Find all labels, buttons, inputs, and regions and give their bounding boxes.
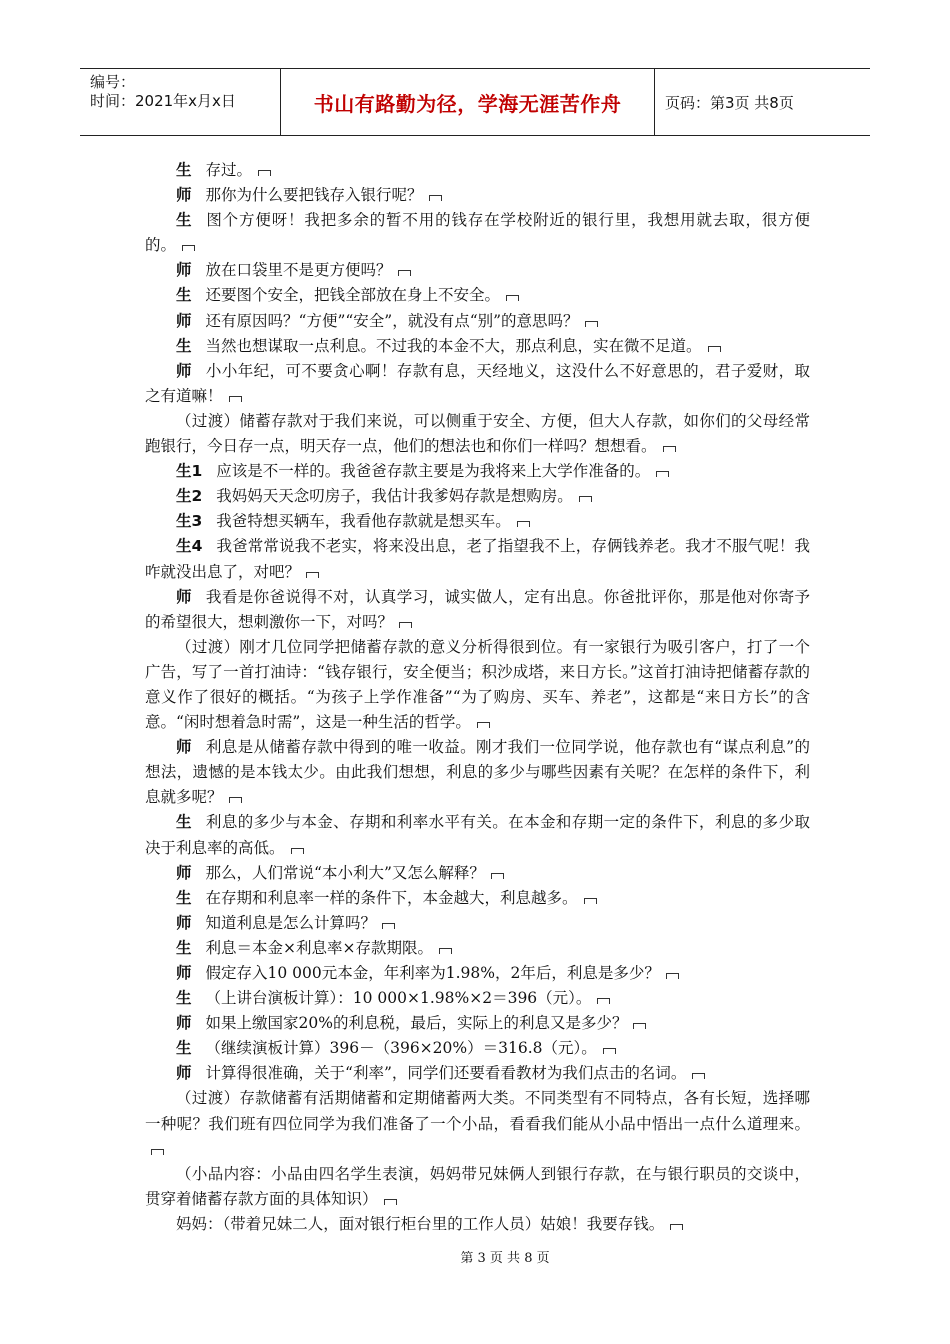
paragraph-mark-icon — [258, 170, 271, 176]
speaker-label: 生2 — [176, 487, 203, 506]
paragraph — [145, 986, 810, 1011]
speaker-label: 师 — [176, 738, 192, 757]
speaker-label: 师 — [176, 361, 192, 380]
paragraph-text: （过渡）刚才几位同学把储蓄存款的意义分析得很到位。有一家银行为吸引客户，打了一个广告，写了一首打油诗：“钱存银行，安全便当；积沙成塔，来日方长。”这首打油诗把储蓄存款的意义作了很好的概括。“为孩子上学作准备”“为了购房、买车、养老”，这都是“来日方长”的含意。“闲时想着急时需”，这是一种生活的哲学。 — [145, 637, 810, 732]
paragraph — [145, 735, 810, 810]
paragraph-text: 利息是从储蓄存款中得到的唯一收益。刚才我们一位同学说，他存款也有“谋点利息”的想法，遗憾的是本钱太少。由此我们想想，利息的多少与哪些因素有关呢？在怎样的条件下，利息就多呢？ — [145, 738, 810, 807]
paragraph — [145, 359, 810, 409]
speaker-label: 师 — [176, 1014, 192, 1033]
paragraph — [145, 585, 810, 635]
header-meta — [80, 69, 280, 135]
paragraph-text: 还要图个安全，把钱全部放在身上不安全。 — [205, 286, 501, 305]
speaker-label: 生3 — [176, 512, 203, 531]
speaker-label: 生 — [176, 286, 192, 305]
paragraph — [145, 208, 810, 258]
paragraph — [145, 258, 810, 283]
paragraph-mark-icon — [603, 1048, 616, 1054]
paragraph — [145, 183, 810, 208]
paragraph — [145, 1061, 810, 1086]
paragraph-text: 利息的多少与本金、存期和利率水平有关。在本金和存期一定的条件下，利息的多少取决于利息率的高低。 — [145, 813, 810, 857]
speaker-label: 师 — [176, 311, 192, 330]
paragraph — [145, 810, 810, 860]
paragraph-text: （继续演板计算）396－（396×20%）＝316.8（元）。 — [205, 1039, 597, 1058]
speaker-label: 师 — [176, 863, 192, 882]
paragraph-mark-icon — [477, 722, 490, 728]
paragraph — [145, 283, 810, 308]
paragraph-text: 当然也想谋取一点利息。不过我的本金不大，那点利息，实在微不足道。 — [205, 336, 702, 355]
paragraph-mark-icon — [585, 321, 598, 327]
paragraph-mark-icon — [398, 270, 411, 276]
paragraph-mark-icon — [491, 873, 504, 879]
speaker-label: 生4 — [176, 537, 203, 556]
paragraph-text: 那你为什么要把钱存入银行呢？ — [205, 186, 423, 205]
paragraph-mark-icon — [439, 948, 452, 954]
paragraph — [145, 886, 810, 911]
paragraph-text: 小小年纪，可不要贪心啊！存款有息，天经地义，这没什么不好意思的，君子爱财，取之有道嘛！ — [145, 361, 810, 405]
paragraph-mark-icon — [584, 898, 597, 904]
page-header — [80, 68, 870, 136]
paragraph-mark-icon — [692, 1073, 705, 1079]
paragraph — [145, 158, 810, 183]
paragraph-text: 放在口袋里不是更方便吗？ — [205, 261, 392, 280]
paragraph-text: 在存期和利息率一样的条件下，本金越大，利息越多。 — [205, 888, 578, 907]
paragraph — [145, 1162, 810, 1212]
paragraph-text: 如果上缴国家20%的利息税，最后，实际上的利息又是多少？ — [205, 1014, 628, 1033]
paragraph-mark-icon — [291, 848, 304, 854]
speaker-label: 师 — [176, 587, 192, 606]
paragraph-text: 利息＝本金×利息率×存款期限。 — [205, 938, 433, 957]
paragraph-mark-icon — [182, 245, 195, 251]
paragraph — [145, 861, 810, 886]
speaker-label: 生 — [176, 989, 192, 1008]
paragraph-mark-icon — [517, 521, 530, 527]
paragraph — [145, 911, 810, 936]
paragraph-text: 假定存入10 000元本金，年利率为1.98%，2年后，利息是多少？ — [205, 964, 660, 982]
speaker-label: 生 — [176, 1039, 192, 1058]
paragraph-text: 我爸常常说我不老实，将来没出息，老了指望我不上，存俩钱养老。我才不服气呢！我咋就没出息了，对吧？ — [145, 537, 810, 581]
document-body — [145, 158, 810, 1237]
speaker-label: 生 — [176, 161, 192, 179]
paragraph — [145, 484, 810, 509]
paragraph-mark-icon — [597, 998, 610, 1004]
paragraph-mark-icon — [229, 396, 242, 402]
paragraph-mark-icon — [384, 1199, 397, 1205]
paragraph-mark-icon — [429, 195, 442, 201]
paragraph-text: 我看是你爸说得不对，认真学习，诚实做人，定有出息。你爸批评你，那是他对你寄予的希望很大，想刺激你一下，对吗？ — [145, 587, 810, 631]
paragraph-mark-icon — [656, 471, 669, 477]
paragraph-mark-icon — [670, 1224, 683, 1230]
paragraph-mark-icon — [382, 923, 395, 929]
paragraph-text: 应该是不一样的。我爸爸存款主要是为我将来上大学作准备的。 — [216, 462, 651, 481]
paragraph-mark-icon — [666, 973, 679, 979]
date-label: 时间：2021年x月x日 — [90, 92, 236, 110]
paragraph — [145, 334, 810, 359]
paragraph-mark-icon — [579, 496, 592, 502]
speaker-label: 生 — [176, 938, 192, 957]
paragraph — [145, 309, 810, 334]
paragraph — [145, 635, 810, 735]
paragraph — [145, 936, 810, 961]
paragraph-text: 存过。 — [205, 161, 253, 179]
speaker-label: 师 — [176, 913, 192, 932]
paragraph — [145, 509, 810, 534]
speaker-label: 生 — [176, 211, 193, 230]
paragraph — [145, 961, 810, 986]
paragraph-text: 计算得很准确，关于“利率”，同学们还要看看教材为我们点击的名词。 — [205, 1064, 687, 1083]
paragraph-mark-icon — [633, 1023, 646, 1029]
paragraph-text: （过渡）存款储蓄有活期储蓄和定期储蓄两大类。不同类型有不同特点，各有长短，选择哪一种呢？我们班有四位同学为我们准备了一个小品，看看我们能从小品中悟出一点什么道理来。 — [145, 1089, 810, 1133]
paragraph-mark-icon — [151, 1149, 164, 1155]
paragraph-text: （上讲台演板计算）：10 000×1.98%×2＝396（元）。 — [205, 989, 592, 1008]
paragraph-mark-icon — [708, 346, 721, 352]
paragraph — [145, 1212, 810, 1237]
header-page-number: 页码：第3页 共8页 — [665, 93, 794, 112]
paragraph-mark-icon — [506, 295, 519, 301]
paragraph-text: 那么，人们常说“本小利大”又怎么解释？ — [205, 863, 485, 882]
paragraph-mark-icon — [229, 797, 242, 803]
paragraph-text: 妈妈：（带着兄妹二人，面对银行柜台里的工作人员）姑娘！我要存钱。 — [176, 1214, 665, 1233]
speaker-label: 生 — [176, 813, 192, 832]
paragraph-text: 我妈妈天天念叨房子，我估计我爹妈存款是想购房。 — [216, 487, 573, 506]
header-motto: 书山有路勤为径，学海无涯苦作舟 — [280, 69, 655, 135]
speaker-label: 师 — [176, 261, 192, 280]
page-footer: 第 3 页 共 8 页 — [460, 1251, 550, 1266]
paragraph — [145, 1036, 810, 1061]
speaker-label: 生 — [176, 888, 192, 907]
paragraph-mark-icon — [306, 572, 319, 578]
paragraph-mark-icon — [663, 446, 676, 452]
number-label: 编号： — [90, 73, 136, 91]
paragraph-mark-icon — [399, 622, 412, 628]
speaker-label: 师 — [176, 1064, 192, 1083]
paragraph-text: 图个方便呀！我把多余的暂不用的钱存在学校附近的银行里，我想用就去取，很方便的。 — [145, 211, 810, 255]
paragraph — [145, 1011, 810, 1036]
paragraph-text: 还有原因吗？“方便”“安全”，就没有点“别”的意思吗？ — [205, 311, 579, 330]
paragraph — [145, 534, 810, 584]
speaker-label: 生 — [176, 336, 192, 355]
paragraph — [145, 409, 810, 459]
paragraph-text: （小品内容：小品由四名学生表演，妈妈带兄妹俩人到银行存款，在与银行职员的交谈中，贯穿着储蓄存款方面的具体知识） — [145, 1164, 810, 1208]
paragraph-text: 知道利息是怎么计算吗？ — [205, 913, 377, 932]
speaker-label: 生1 — [176, 462, 203, 481]
paragraph-text: 我爸特想买辆车，我看他存款就是想买车。 — [216, 512, 511, 531]
paragraph-text: （过渡）储蓄存款对于我们来说，可以侧重于安全、方便，但大人存款，如你们的父母经常跑银行，今日存一点，明天存一点，他们的想法也和你们一样吗？想想看。 — [145, 411, 810, 456]
speaker-label: 师 — [176, 964, 192, 982]
paragraph — [145, 1086, 810, 1161]
paragraph — [145, 459, 810, 484]
speaker-label: 师 — [176, 186, 192, 205]
